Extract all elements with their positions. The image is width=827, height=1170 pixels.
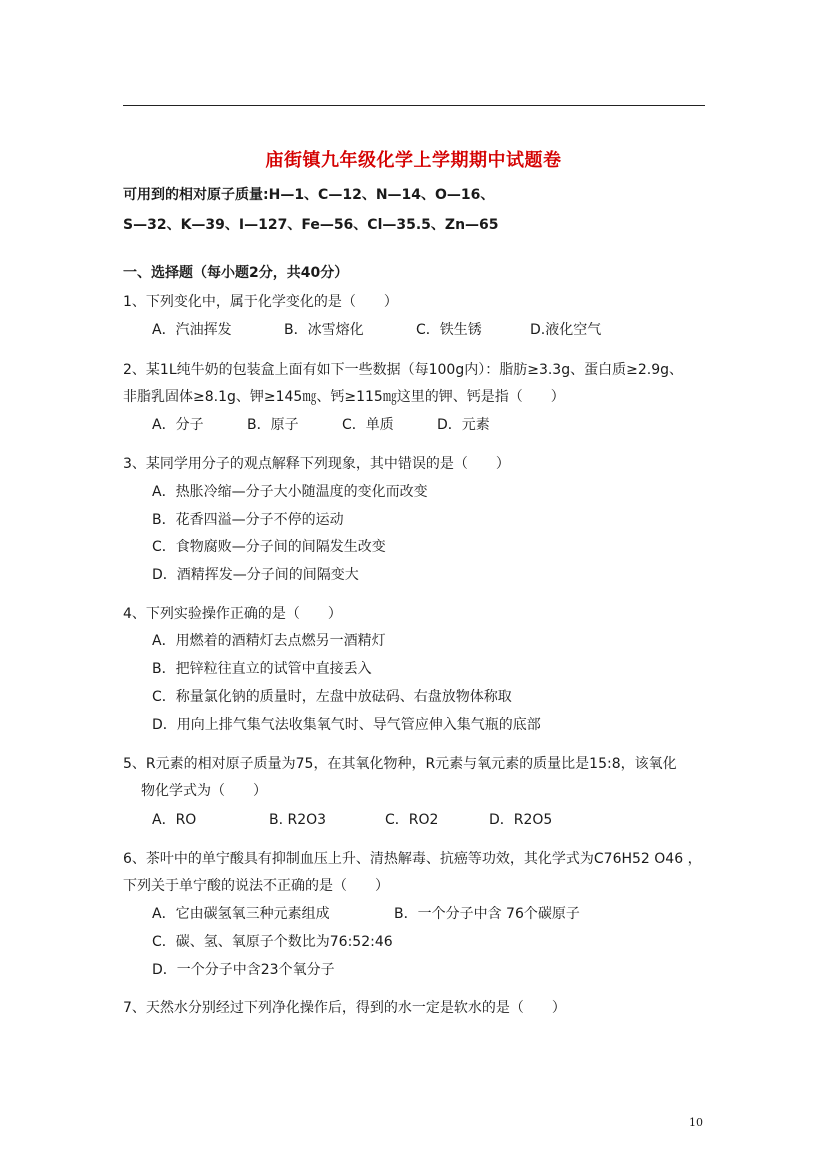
question-3-option-d: D．酒精挥发—分子间的间隔变大 (152, 567, 359, 583)
page-number: 10 (689, 1116, 703, 1129)
header-rule (123, 105, 705, 106)
section-heading: 一、选择题（每小题2分，共40分） (123, 265, 349, 281)
option-c: C．单质 (342, 417, 394, 433)
option-b: B．一个分子中含 76个碳原子 (394, 906, 580, 922)
question-2-stem-line-2: 非脂乳固体≥8.1g、钾≥145㎎、钙≥115㎎这里的钾、钙是指（ ） (123, 389, 565, 405)
option-c: C．RO2 (385, 812, 439, 828)
question-1-stem: 1、下列变化中，属于化学变化的是（ ） (123, 294, 398, 310)
question-6-stem-line-2: 下列关于单宁酸的说法不正确的是（ ） (123, 878, 389, 894)
question-6-option-c: C．碳、氢、氧原子个数比为76:52:46 (152, 934, 393, 950)
question-6-option-d: D．一个分子中含23个氧分子 (152, 962, 335, 978)
option-b: B．冰雪熔化 (284, 322, 364, 338)
question-4-option-c: C．称量氯化钠的质量时，左盘中放砝码、右盘放物体称取 (152, 689, 512, 705)
question-6-stem-line-1: 6、茶叶中的单宁酸具有抑制血压上升、清热解毒、抗癌等功效，其化学式为C76H52 O46 ， (123, 851, 702, 867)
question-3-option-a: A．热胀冷缩—分子大小随温度的变化而改变 (152, 484, 428, 500)
page-title: 庙街镇九年级化学上学期期中试题卷 (265, 150, 562, 171)
option-d: D．元素 (437, 417, 490, 433)
option-d: D.液化空气 (530, 322, 602, 338)
question-2-stem-line-1: 2、某1L纯牛奶的包装盒上面有如下一些数据（每100g内）：脂肪≥3.3g、蛋白质≥2.9g、 (123, 362, 683, 378)
question-5-stem-line-2: 物化学式为（ ） (141, 783, 267, 799)
question-7-stem: 7、天然水分别经过下列净化操作后，得到的水一定是软水的是（ ） (123, 1000, 566, 1016)
question-3-option-c: C．食物腐败—分子间的间隔发生改变 (152, 539, 386, 555)
option-a: A．RO (152, 812, 197, 828)
question-4-option-a: A．用燃着的酒精灯去点燃另一酒精灯 (152, 633, 386, 649)
option-d: D．R2O5 (489, 812, 553, 828)
option-b: B．原子 (247, 417, 299, 433)
option-b: B. R2O3 (269, 812, 327, 828)
question-4-option-d: D．用向上排气集气法收集氧气时、导气管应伸入集气瓶的底部 (152, 717, 541, 733)
question-5-stem-line-1: 5、R元素的相对原子质量为75，在其氧化物种，R元素与氧元素的质量比是15:8，该氧化 (123, 756, 677, 772)
question-4-option-b: B．把锌粒往直立的试管中直接丢入 (152, 661, 372, 677)
option-a: A．分子 (152, 417, 204, 433)
option-a: A．汽油挥发 (152, 322, 232, 338)
option-c: C．铁生锈 (416, 322, 482, 338)
question-3-stem: 3、某同学用分子的观点解释下列现象，其中错误的是（ ） (123, 456, 510, 472)
question-4-stem: 4、下列实验操作正确的是（ ） (123, 606, 342, 622)
atomic-masses-line-1: 可用到的相对原子质量:H—1、C—12、N—14、O—16、 (123, 187, 495, 203)
option-a: A．它由碳氢氧三种元素组成 (152, 906, 330, 922)
question-3-option-b: B．花香四溢—分子不停的运动 (152, 512, 344, 528)
atomic-masses-line-2: S—32、K—39、I—127、Fe—56、Cl—35.5、Zn—65 (123, 217, 499, 233)
